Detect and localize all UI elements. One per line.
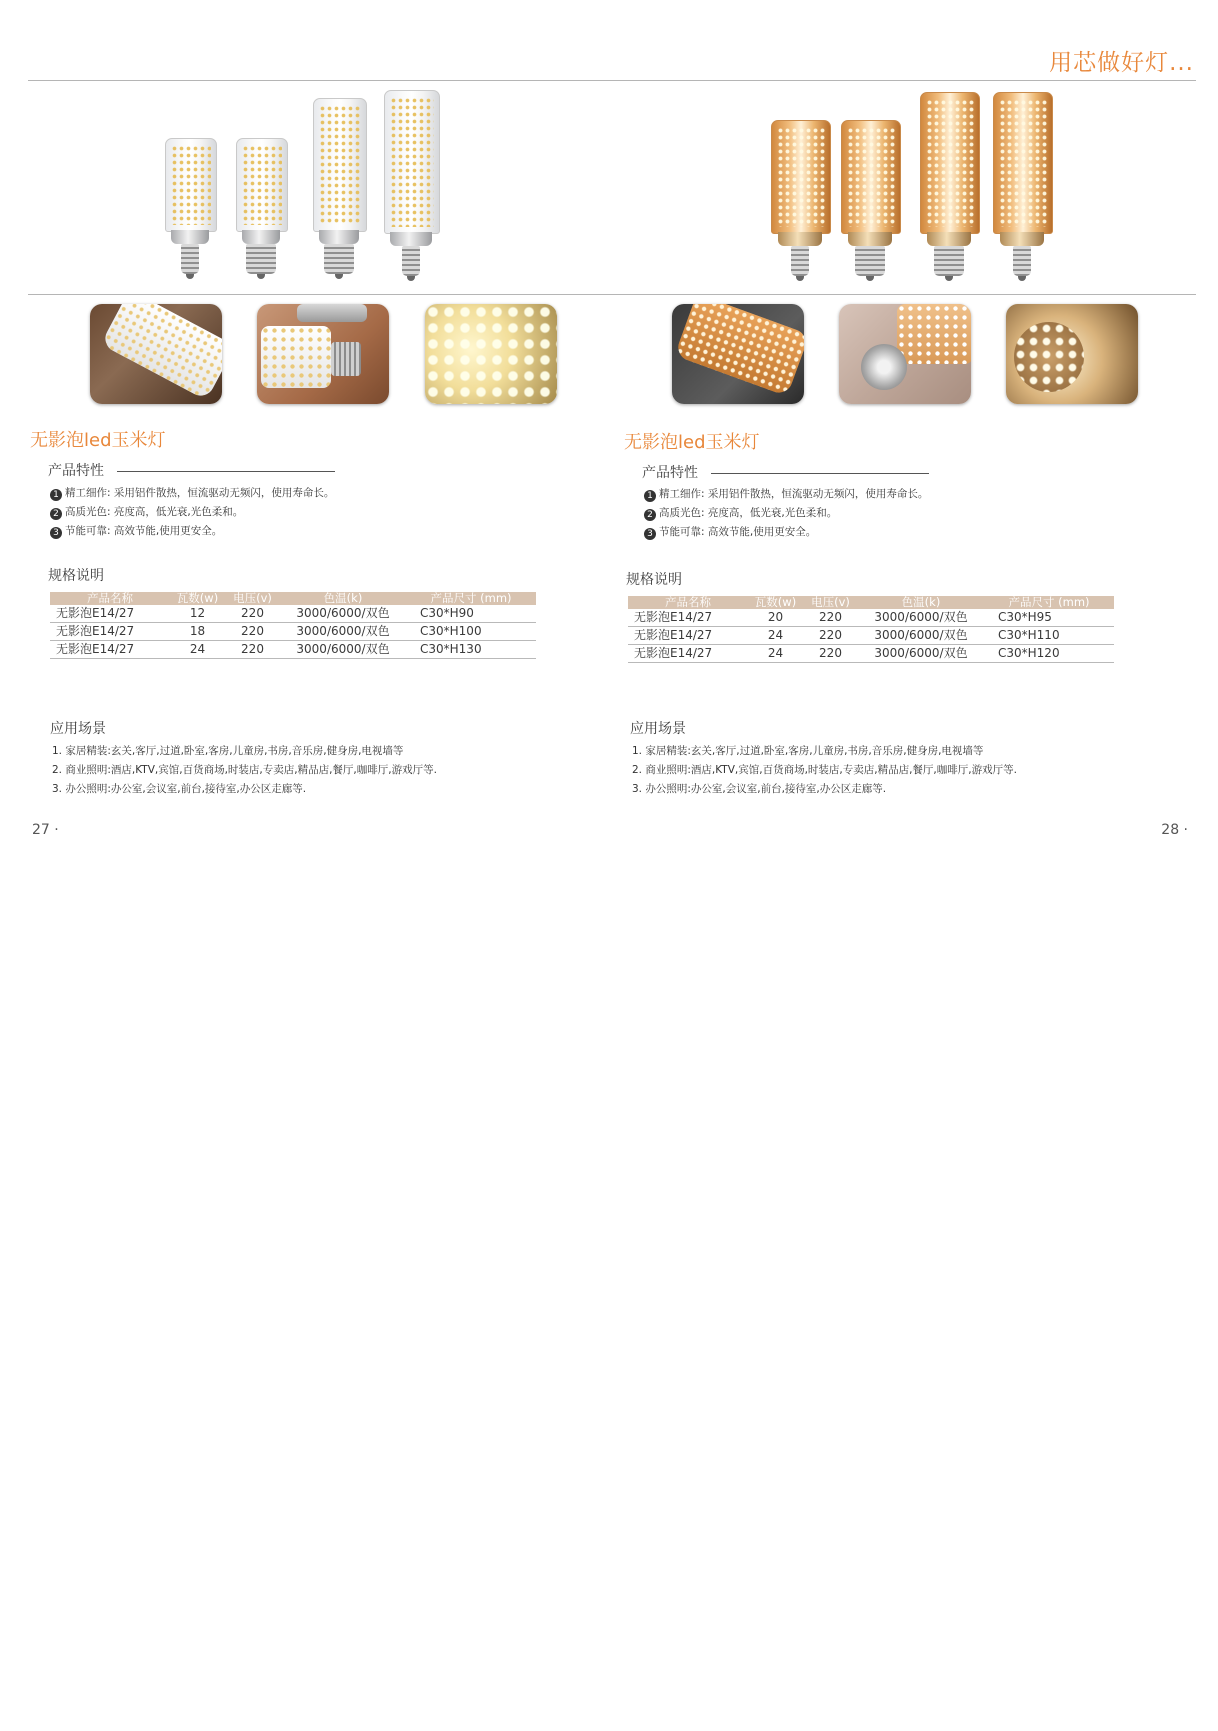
table-cell: 无影泡E14/27 [628,609,748,627]
left-spec-heading: 规格说明 [48,568,104,584]
table-cell: 220 [225,605,280,623]
table-cell: 3000/6000/双色 [858,645,984,663]
table-row [50,641,536,659]
table-cell: C30*H130 [406,641,536,659]
table-cell: C30*H120 [984,645,1114,663]
column-header: 产品尺寸 (mm) [406,592,536,605]
table-cell: 18 [170,623,225,641]
right-product-title: 无影泡led玉米灯 [624,432,760,453]
column-header: 色温(k) [858,596,984,609]
table-cell: 无影泡E14/27 [628,627,748,645]
table-cell: 无影泡E14/27 [50,605,170,623]
bulb-image [993,92,1051,288]
table-cell: 3000/6000/双色 [858,627,984,645]
feature-text: 节能可靠: 高效节能,使用更安全。 [659,526,817,538]
number-badge: 1 [644,490,656,502]
table-cell: 12 [170,605,225,623]
feature-text: 精工细作: 采用铝件散热，恒流驱动无频闪，使用寿命长。 [659,488,929,500]
bulb-image [313,98,365,288]
table-cell: 3000/6000/双色 [280,641,406,659]
table-row [628,609,1114,627]
table-header-row [50,592,536,605]
table-row [50,623,536,641]
right-feature-item [644,524,816,540]
feature-text: 节能可靠: 高效节能,使用更安全。 [65,525,223,537]
table-cell: 24 [748,645,803,663]
left-features-rule [117,471,335,472]
number-badge: 2 [644,509,656,521]
right-spec-table [628,596,1114,663]
table-row [628,645,1114,663]
left-bulb-row [0,0,609,300]
bulb-image [236,138,286,288]
column-header: 产品名称 [50,592,170,605]
left-application-item: 1. 家居精装:玄关,客厅,过道,卧室,客房,儿童房,书房,音乐房,健身房,电视墙等 [52,745,404,757]
left-product-title: 无影泡led玉米灯 [30,430,166,451]
column-header: 瓦数(w) [170,592,225,605]
table-cell: 无影泡E14/27 [50,641,170,659]
column-header: 瓦数(w) [748,596,803,609]
table-cell: 3000/6000/双色 [280,623,406,641]
right-page-number: 28 · [1161,822,1188,838]
right-application-item: 2. 商业照明:酒店,KTV,宾馆,百货商场,时装店,专卖店,精品店,餐厅,咖啡厅,游戏厅等. [632,764,1017,776]
bulb-image [165,138,215,288]
right-application-item: 1. 家居精装:玄关,客厅,过道,卧室,客房,儿童房,书房,音乐房,健身房,电视墙等 [632,745,984,757]
table-cell: 3000/6000/双色 [280,605,406,623]
bulb-image [771,120,829,288]
column-header: 产品尺寸 (mm) [984,596,1114,609]
table-cell: C30*H90 [406,605,536,623]
right-bulb-row [609,0,1218,300]
table-row [628,627,1114,645]
table-cell: 220 [225,623,280,641]
number-badge: 1 [50,489,62,501]
bulb-row-divider [28,294,1196,295]
product-photo [839,304,971,404]
column-header: 电压(v) [225,592,280,605]
number-badge: 3 [50,527,62,539]
right-feature-item [644,486,928,502]
right-feature-item [644,505,837,521]
left-feature-item [50,504,243,520]
left-app-heading: 应用场景 [50,721,106,737]
left-application-item: 2. 商业照明:酒店,KTV,宾馆,百货商场,时装店,专卖店,精品店,餐厅,咖啡厅,游戏厅等. [52,764,437,776]
table-cell: 24 [748,627,803,645]
number-badge: 3 [644,528,656,540]
right-app-heading: 应用场景 [630,721,686,737]
bulb-image [841,120,899,288]
table-cell: 220 [803,627,858,645]
number-badge: 2 [50,508,62,520]
right-features-heading: 产品特性 [642,465,698,481]
column-header: 色温(k) [280,592,406,605]
table-cell: 220 [225,641,280,659]
table-cell: C30*H100 [406,623,536,641]
table-cell: 220 [803,609,858,627]
table-cell: 20 [748,609,803,627]
table-cell: 无影泡E14/27 [50,623,170,641]
table-cell: 3000/6000/双色 [858,609,984,627]
feature-text: 高质光色: 亮度高，低光衰,光色柔和。 [65,506,244,518]
left-page-number: 27 · [32,822,59,838]
column-header: 产品名称 [628,596,748,609]
feature-text: 精工细作: 采用铝件散热，恒流驱动无频闪，使用寿命长。 [65,487,335,499]
product-photo [90,304,222,404]
right-features-rule [711,473,929,474]
table-header-row [628,596,1114,609]
product-photo [672,304,804,404]
table-cell: C30*H110 [984,627,1114,645]
product-photo [425,304,557,404]
table-cell: 24 [170,641,225,659]
slogan: 用芯做好灯... [1049,50,1194,76]
right-application-item: 3. 办公照明:办公室,会议室,前台,接待室,办公区走廊等. [632,783,887,795]
left-feature-item [50,485,334,501]
product-photo [1006,304,1138,404]
left-features-heading: 产品特性 [48,463,104,479]
product-photo [257,304,389,404]
left-feature-item [50,523,222,539]
column-header: 电压(v) [803,596,858,609]
table-cell: C30*H95 [984,609,1114,627]
bulb-image [384,90,438,288]
table-cell: 220 [803,645,858,663]
table-cell: 无影泡E14/27 [628,645,748,663]
bulb-image [920,92,978,288]
left-spec-table [50,592,536,659]
table-row [50,605,536,623]
feature-text: 高质光色: 亮度高，低光衰,光色柔和。 [659,507,838,519]
right-spec-heading: 规格说明 [626,572,682,588]
left-application-item: 3. 办公照明:办公室,会议室,前台,接待室,办公区走廊等. [52,783,307,795]
